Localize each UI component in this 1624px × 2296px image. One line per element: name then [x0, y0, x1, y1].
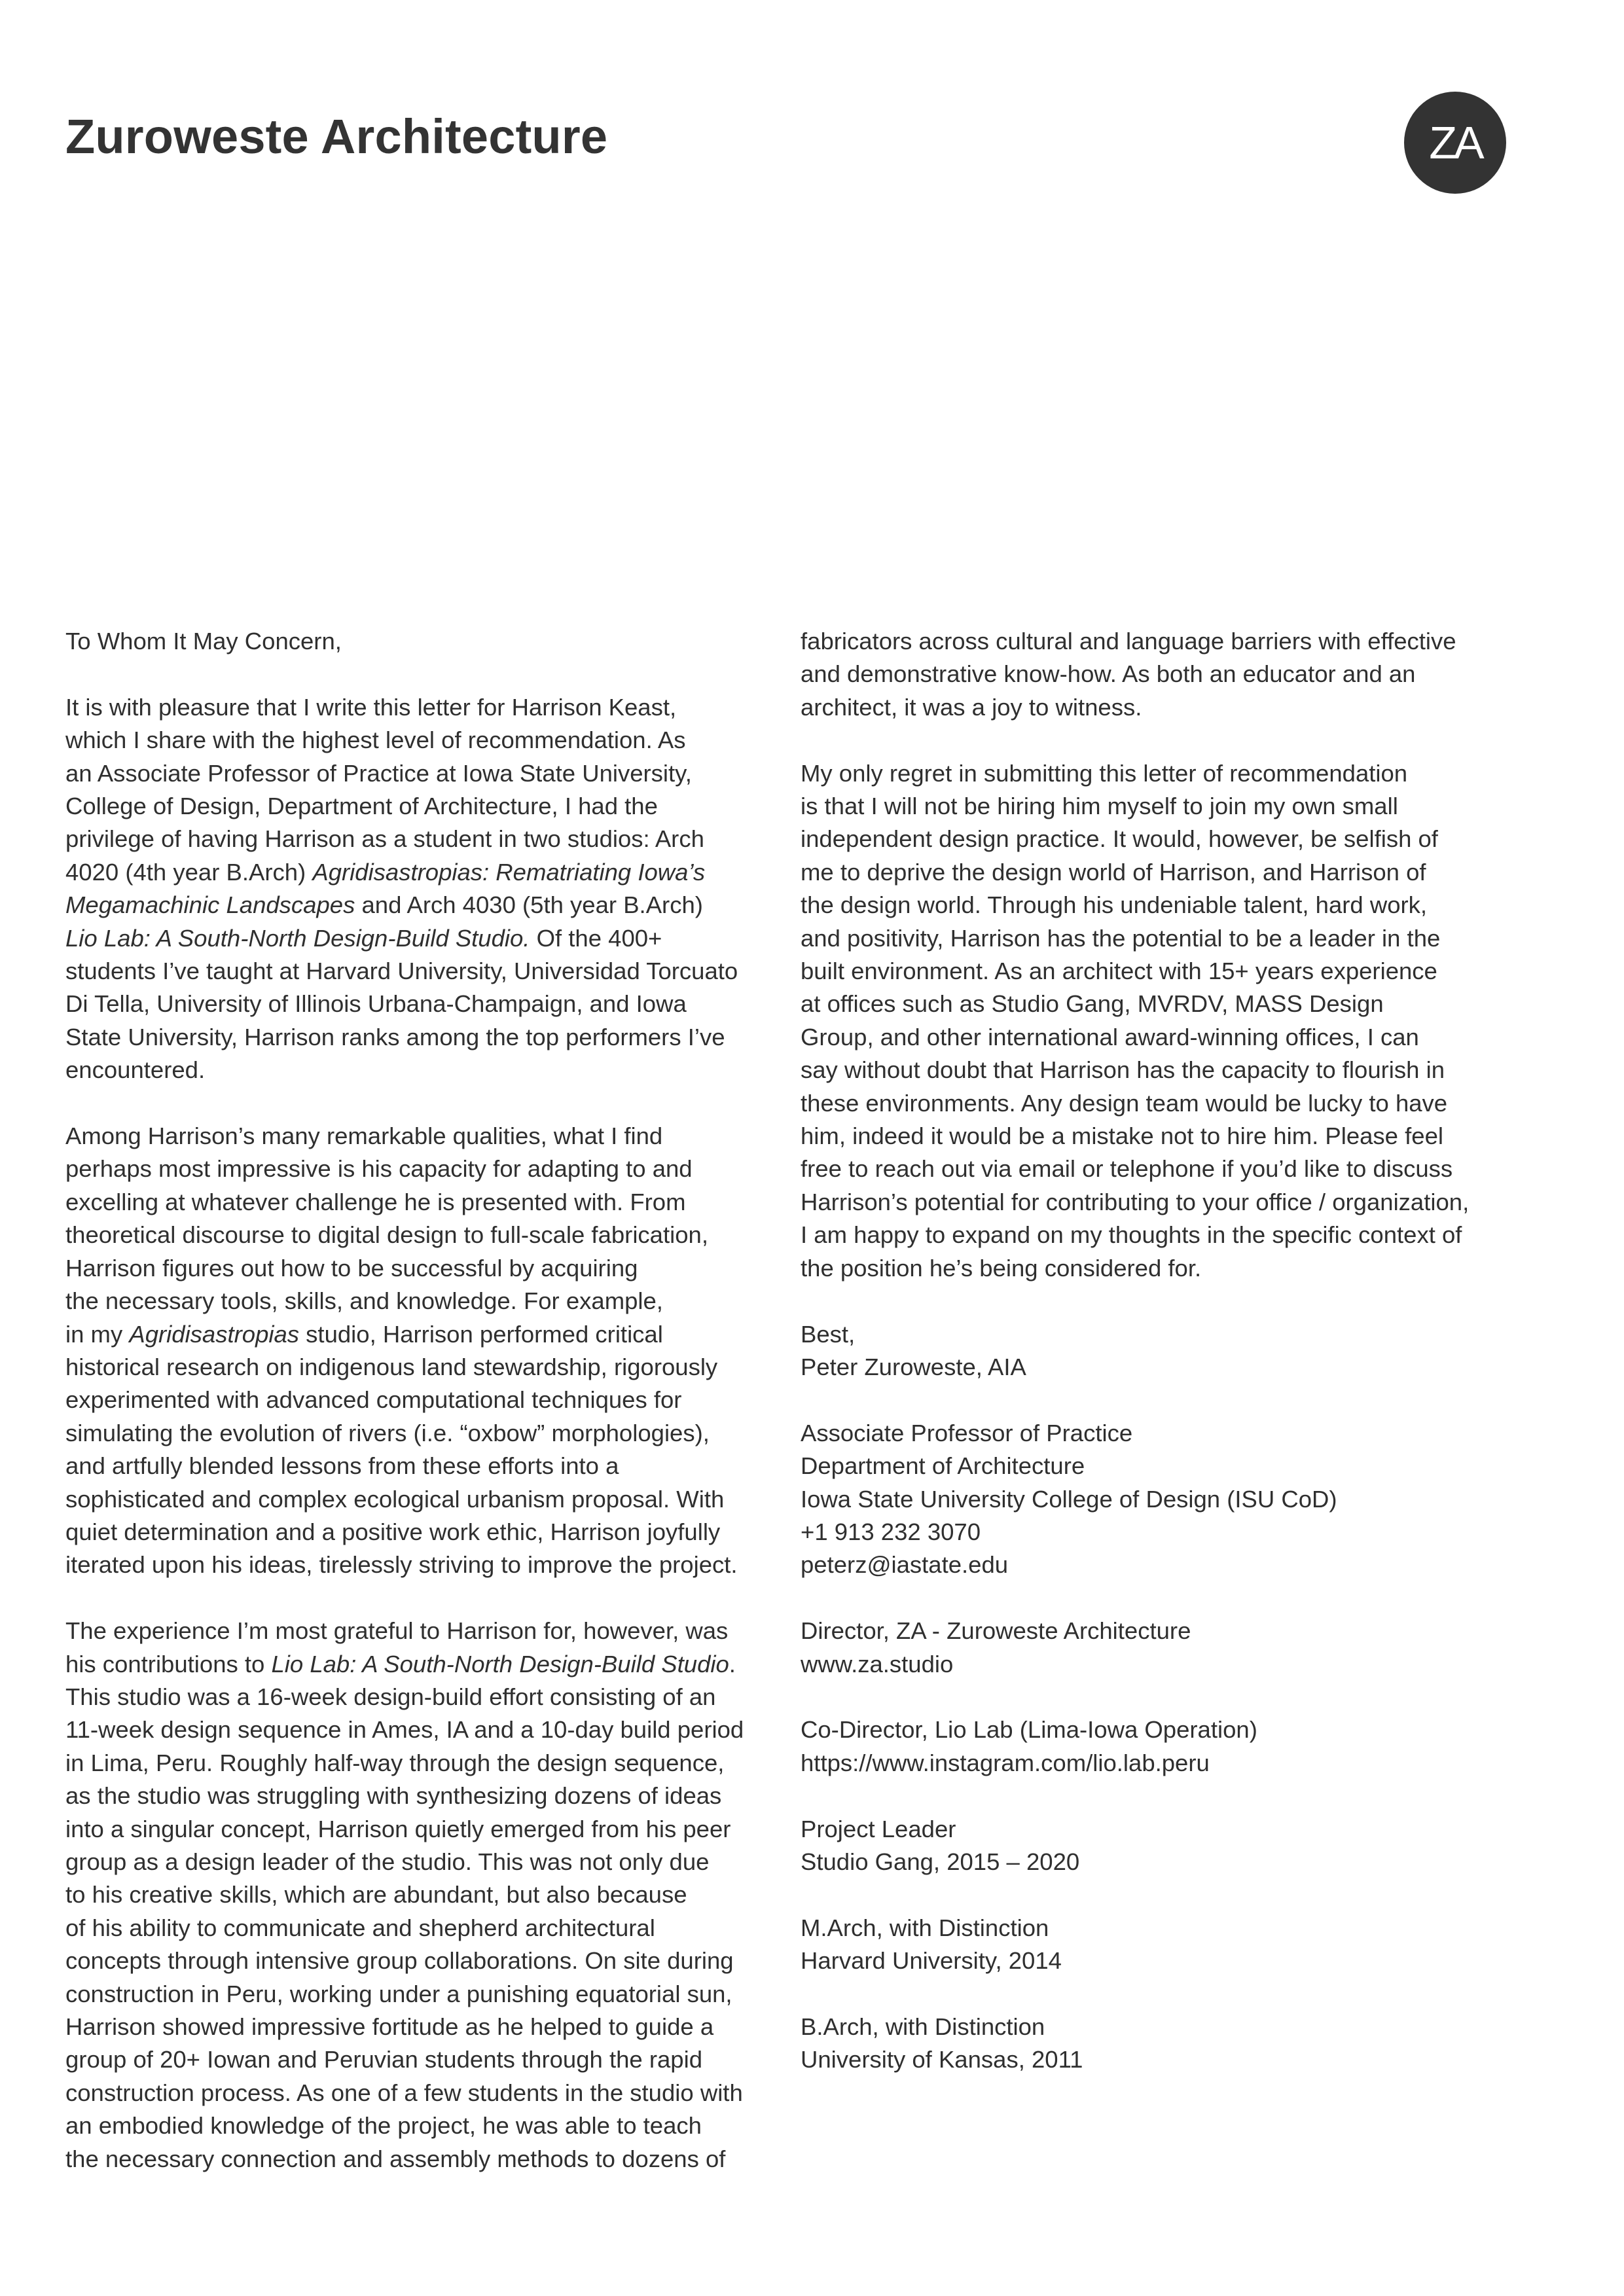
text-line: College of Design, Department of Architecture, I had the — [65, 793, 658, 820]
text-line: and demonstrative know-how. As both an educator and an — [801, 660, 1416, 688]
credential-line: Harvard University, 2014 — [801, 1947, 1062, 1975]
text-line: historical research on indigenous land stewardship, rigorously — [65, 1353, 718, 1380]
text-line: concepts through intensive group collaborations. On site during — [65, 1947, 734, 1975]
text-line: into a singular concept, Harrison quietly emerged from his peer — [65, 1815, 731, 1842]
text-line: State University, Harrison ranks among the top performers I’ve — [65, 1023, 725, 1050]
text-line: and positivity, Harrison has the potential to be a leader in the — [801, 924, 1441, 952]
closing: Best, — [801, 1320, 856, 1348]
text-line: the necessary connection and assembly methods to dozens of — [65, 2145, 726, 2172]
credential-line: Department of Architecture — [801, 1452, 1085, 1480]
studio-title: Megamachinic Landscapes — [65, 891, 355, 919]
text-line: sophisticated and complex ecological urbanism proposal. With — [65, 1485, 725, 1513]
text-line: as the studio was struggling with synthesizing dozens of ideas — [65, 1782, 722, 1810]
text-line: independent design practice. It would, however, be selfish of — [801, 825, 1438, 853]
text-line: excelling at whatever challenge he is presented with. From — [65, 1188, 686, 1215]
credential-line: Studio Gang, 2015 – 2020 — [801, 1848, 1080, 1875]
credential-block — [801, 1417, 1514, 1582]
text-run: 4020 (4th year B.Arch) — [65, 858, 313, 886]
text-line: say without doubt that Harrison has the capacity to flourish in — [801, 1056, 1445, 1084]
text-line: the necessary tools, skills, and knowledge. For example, — [65, 1287, 663, 1315]
instagram-link[interactable]: https://www.instagram.com/lio.lab.peru — [801, 1749, 1210, 1776]
paragraph-3-continued — [801, 625, 1514, 724]
text-run: his contributions to — [65, 1650, 272, 1677]
letter-column-left — [65, 625, 779, 2176]
text-line: This studio was a 16-week design-build effort consisting of an — [65, 1683, 716, 1710]
text-run: and Arch 4030 (5th year B.Arch) — [355, 891, 703, 919]
text-line: Group, and other international award-winning offices, I can — [801, 1023, 1419, 1050]
text-line: Di Tella, University of Illinois Urbana-Champaign, and Iowa — [65, 990, 687, 1018]
text-line: 11-week design sequence in Ames, IA and a 10-day build period — [65, 1716, 744, 1744]
letter-column-right — [801, 625, 1514, 2077]
text-line: and artfully blended lessons from these efforts into a — [65, 1452, 619, 1480]
website-link[interactable]: www.za.studio — [801, 1650, 954, 1677]
text-line: experimented with advanced computational techniques for — [65, 1386, 682, 1414]
studio-title: Agridisastropias: Rematriating Iowa’s — [312, 858, 706, 886]
text-line: built environment. As an architect with 15+ years experience — [801, 958, 1437, 985]
credential-line: Iowa State University College of Design (ISU CoD) — [801, 1485, 1337, 1513]
text-line: which I share with the highest level of recommendation. As — [65, 726, 686, 754]
text-line: free to reach out via email or telephone if you’d like to discuss — [801, 1155, 1453, 1183]
text-line: Harrison’s potential for contributing to your office / organization, — [801, 1188, 1470, 1215]
text-line — [65, 1648, 779, 1681]
text-line: construction in Peru, working under a punishing equatorial sun, — [65, 1980, 732, 2007]
text-line: privilege of having Harrison as a student in two studios: Arch — [65, 825, 704, 853]
phone-number[interactable]: +1 913 232 3070 — [801, 1518, 981, 1545]
text-line: iterated upon his ideas, tirelessly striving to improve the project. — [65, 1551, 738, 1579]
studio-title: Lio Lab: A South-North Design-Build Studio. — [65, 924, 530, 952]
text-line: architect, it was a joy to witness. — [801, 693, 1142, 721]
text-line — [65, 889, 779, 922]
credential-line: Project Leader — [801, 1815, 956, 1842]
text-line: an embodied knowledge of the project, he was able to teach — [65, 2112, 702, 2140]
studio-title: Lio Lab: A South-North Design-Build Studio — [271, 1650, 729, 1677]
text-line: is that I will not be hiring him myself to join my own small — [801, 793, 1398, 820]
text-line: Among Harrison’s many remarkable qualities, what I find — [65, 1122, 663, 1150]
credential-block — [801, 1615, 1514, 1681]
text-line: My only regret in submitting this letter of recommendation — [801, 759, 1408, 787]
credential-block — [801, 1912, 1514, 1978]
text-line: the design world. Through his undeniable talent, hard work, — [801, 891, 1428, 919]
credential-line: B.Arch, with Distinction — [801, 2013, 1045, 2040]
text-line: Harrison showed impressive fortitude as he helped to guide a — [65, 2013, 714, 2041]
text-line — [65, 922, 779, 955]
text-line: quiet determination and a positive work ethic, Harrison joyfully — [65, 1518, 721, 1545]
text-line: group as a design leader of the studio. This was not only due — [65, 1848, 710, 1875]
text-line — [65, 1318, 779, 1351]
text-line: theoretical discourse to digital design to full-scale fabrication, — [65, 1221, 708, 1249]
text-line: me to deprive the design world of Harrison, and Harrison of — [801, 858, 1426, 886]
paragraph-1 — [65, 691, 779, 1087]
text-line: these environments. Any design team would be lucky to have — [801, 1089, 1448, 1117]
text-line: The experience I’m most grateful to Harrison for, however, was — [65, 1617, 729, 1645]
credential-line: Co-Director, Lio Lab (Lima-Iowa Operation) — [801, 1716, 1257, 1744]
text-line: simulating the evolution of rivers (i.e. “oxbow” morphologies), — [65, 1419, 710, 1446]
text-line: to his creative skills, which are abundant, but also because — [65, 1881, 687, 1909]
text-line: in Lima, Peru. Roughly half-way through the design sequence, — [65, 1749, 725, 1776]
text-line: I am happy to expand on my thoughts in the specific context of — [801, 1221, 1462, 1249]
text-line: construction process. As one of a few students in the studio with — [65, 2079, 743, 2106]
paragraph-2 — [65, 1120, 779, 1582]
credential-line: M.Arch, with Distinction — [801, 1914, 1049, 1941]
credential-line: Associate Professor of Practice — [801, 1419, 1133, 1446]
credential-block — [801, 1813, 1514, 1879]
text-run: in my — [65, 1320, 130, 1348]
firm-name: Zuroweste Architecture — [65, 109, 608, 164]
text-line: encountered. — [65, 1056, 206, 1084]
text-line: fabricators across cultural and language barriers with effective — [801, 628, 1456, 655]
credential-block — [801, 2011, 1514, 2077]
text-line: group of 20+ Iowan and Peruvian students through the rapid — [65, 2046, 703, 2073]
text-line: of his ability to communicate and shepherd architectural — [65, 1914, 655, 1941]
za-logo: ZA — [1404, 92, 1506, 194]
paragraph-4 — [801, 757, 1514, 1285]
text-line: Harrison figures out how to be successful by acquiring — [65, 1254, 638, 1282]
credential-block — [801, 1713, 1514, 1780]
email-address[interactable]: peterz@iastate.edu — [801, 1551, 1009, 1579]
text-run: studio, Harrison performed critical — [299, 1320, 663, 1348]
signer-name: Peter Zuroweste, AIA — [801, 1353, 1026, 1380]
credential-line: Director, ZA - Zuroweste Architecture — [801, 1617, 1191, 1645]
text-line: the position he’s being considered for. — [801, 1254, 1202, 1282]
studio-title: Agridisastropias — [129, 1320, 300, 1348]
text-line — [65, 856, 779, 889]
text-line: students I’ve taught at Harvard University, Universidad Torcuato — [65, 958, 738, 985]
text-line: It is with pleasure that I write this letter for Harrison Keast, — [65, 693, 677, 721]
text-run: . — [729, 1650, 736, 1677]
text-line: an Associate Professor of Practice at Iowa State University, — [65, 759, 692, 787]
salutation: To Whom It May Concern, — [65, 628, 342, 655]
paragraph-3 — [65, 1615, 779, 2176]
credential-line: University of Kansas, 2011 — [801, 2046, 1083, 2073]
text-line: him, indeed it would be a mistake not to hire him. Please feel — [801, 1122, 1443, 1150]
text-line: perhaps most impressive is his capacity for adapting to and — [65, 1155, 693, 1183]
text-line: at offices such as Studio Gang, MVRDV, MASS Design — [801, 990, 1384, 1018]
text-run: Of the 400+ — [530, 924, 662, 952]
